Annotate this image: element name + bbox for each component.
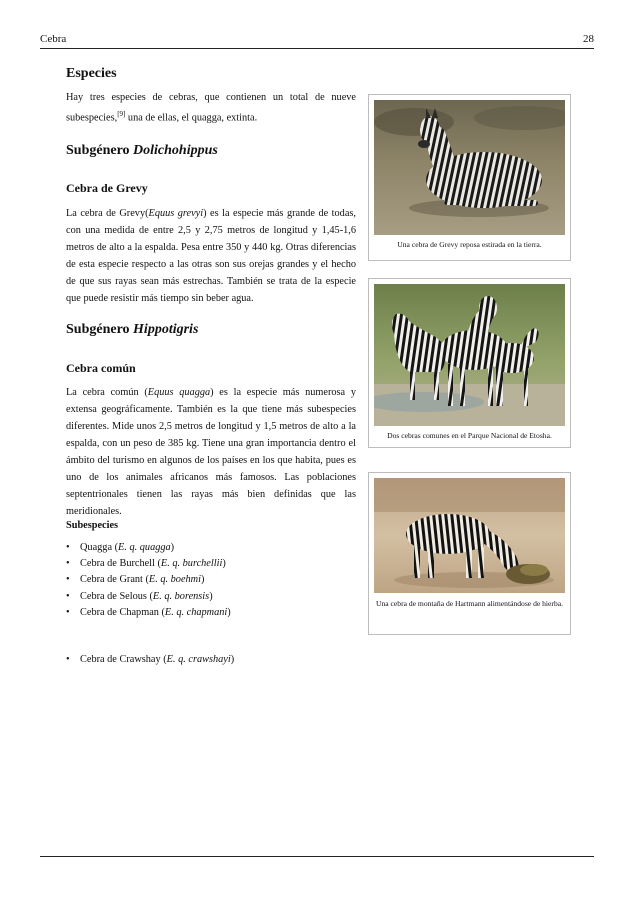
list-item: • Cebra de Selous (E. q. borensis) bbox=[66, 589, 231, 605]
footer-rule bbox=[40, 856, 594, 857]
list-item: • Cebra de Crawshay (E. q. crawshayi) bbox=[66, 654, 234, 665]
two-zebras-photo bbox=[374, 284, 565, 426]
comun-paragraph: La cebra común (Equus quagga) es la especie más numerosa y extensa geográficamente. También es la que tiene más subespecies diferentes. Mide unos 2,5 metros de longitud y 1,5 metros de alto a la espalda, con un peso de 385 kg. Tiene una gran importancia dentro el ámbito del turismo en algunos de los países en los que habita, pues es uno de los animales africanos más famosos. Las poblaciones septentrionales tienen las rayas más bien definidas que las meridionales. bbox=[66, 387, 356, 517]
header-rule bbox=[40, 48, 594, 49]
list-item: • Quagga (E. q. quagga) bbox=[66, 540, 231, 556]
figure-caption: Una cebra de montaña de Hartmann alimentándose de hierba. bbox=[375, 599, 564, 608]
subspecies-list bbox=[66, 540, 231, 621]
heading-cebra-comun: Cebra común bbox=[66, 361, 136, 375]
figure-caption: Una cebra de Grevy reposa estirada en la tierra. bbox=[397, 240, 542, 249]
heading-subgenero-dolichohippus: Subgénero Dolichohippus bbox=[66, 143, 218, 158]
especies-paragraph: Hay tres especies de cebras, que contienen un total de nueve subespecies,[9] una de ellas, el quagga, extinta. bbox=[66, 92, 356, 124]
heading-subespecies: Subespecies bbox=[66, 520, 119, 531]
figure-grevy bbox=[368, 94, 571, 261]
list-item: • Cebra de Chapman (E. q. chapmani) bbox=[66, 605, 231, 621]
zebra-lying-photo bbox=[374, 100, 565, 235]
list-item: • Cebra de Burchell (E. q. burchellii) bbox=[66, 556, 231, 572]
list-item: • Cebra de Grant (E. q. boehmi) bbox=[66, 572, 231, 588]
heading-cebra-de-grevy: Cebra de Grevy bbox=[66, 181, 148, 195]
grevy-paragraph: La cebra de Grevy(Equus grevyi) es la especie más grande de todas, con una medida de entre 2,5 y 2,75 metros de longitud y 1,45-1,6 metros de alto a la espalda. Pesa entre 350 y 440 kg. Otras diferencias de esta especie respecto a las otras son sus orejas grandes y el hecho de que sus rayas sean más estrechas. También se trata de la especie que puede resistir más tiempo sin beber agua. bbox=[66, 208, 356, 304]
figure-caption: Dos cebras comunes en el Parque Nacional de Etosha. bbox=[387, 431, 552, 440]
figure-cebra-de-montana bbox=[368, 472, 571, 635]
page-number: 28 bbox=[583, 33, 594, 45]
grazing-zebra-photo bbox=[374, 478, 565, 593]
heading-subgenero-hippotigris: Subgénero Hippotigris bbox=[66, 322, 199, 337]
citation-ref[interactable]: [9] bbox=[117, 110, 126, 118]
figure-cebras-comunes bbox=[368, 278, 571, 448]
running-header-title: Cebra bbox=[40, 33, 67, 45]
heading-especies: Especies bbox=[66, 66, 117, 81]
